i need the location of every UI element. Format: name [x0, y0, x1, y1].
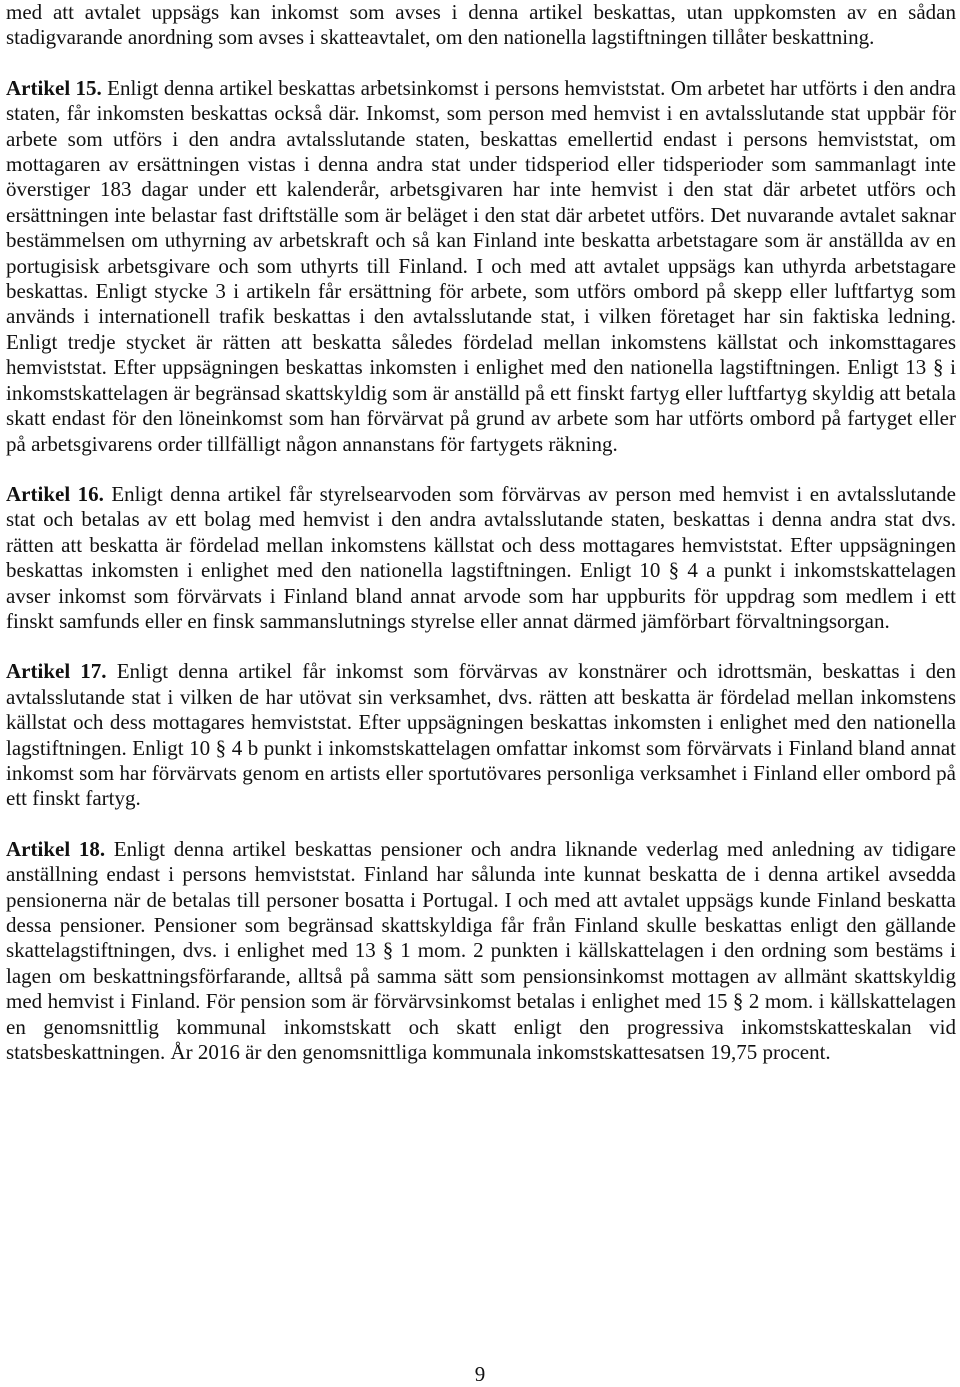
paragraph-artikel-17 [6, 659, 956, 811]
paragraph-artikel-15 [6, 76, 956, 457]
paragraph-body: Enligt denna artikel beskattas pensioner och andra liknande vederlag med anledning av tidigare anställning endast i persons hemviststat. Finland har sålunda inte kunnat beskatta de i denna artikel avsedda pensionerna när de betalas till personer bosatta i Portugal. I och med att avtalet uppsägs kunde Finland beskatta dessa pensioner. Pensioner som begränsad skattskyldiga får från Finland skulle beskattas enligt den gällande skattelagstiftningen, dvs. i enlighet med 13 § 1 mom. 2 punkten i källskattelagen i den ordning som bestäms i lagen om beskattningsförfarande, alltså på samma sätt som pensionsinkomst mottagen av allmänt skattskyldig med hemvist i Finland. För pension som är förvärvsinkomst betalas i enlighet med 15 § 2 mom. i källskattelagen en genomsnittlig kommunal inkomstskatt och skatt enligt den progressiva inkomstskatteskalan vid statsbeskattningen. År 2016 är den genomsnittliga kommunala inkomstskattesatsen 19,75 procent. [6, 836, 956, 1065]
page-number: 9 [474, 1362, 486, 1386]
paragraph-body: med att avtalet uppsägs kan inkomst som avses i denna artikel beskattas, utan uppkomsten av en sådan stadigvarande anordning som avses i skatteavtalet, om den nationella lagstiftningen tillåter beskattning. [6, 0, 956, 50]
article-heading: Artikel 18. [6, 836, 106, 861]
paragraph-body: Enligt denna artikel får styrelsearvoden som förvärvas av person med hemvist i en avtalsslutande stat och betalas av ett bolag med hemvist i den andra avtalsslutande staten, beskattas i denna andra stat dvs. rätten att beskatta är fördelad mellan inkomstens källstat och dess mottagares hemviststat. Efter uppsägningen beskattas inkomsten i enlighet med den nationella lagstiftningen. Enligt 10 § 4 a punkt i inkomstskattelagen avser inkomst som förvärvats i Finland bland annat arvode som har uppburits för uppdrag som medlem i ett finskt samfunds eller en finsk sammanslutnings styrelse eller annat därmed jämförbart förvaltningsorgan. [6, 481, 956, 633]
paragraph-continuation [6, 0, 956, 51]
paragraph-body: Enligt denna artikel får inkomst som förvärvas av konstnärer och idrottsmän, beskattas i den avtalsslutande stat i vilken de har utövat sin verksamhet, dvs. rätten att beskatta är fördelad mellan inkomstens källstat och dess mottagares hemviststat. Efter uppsägningen beskattas inkomsten i enlighet med den nationella lagstiftningen. Enligt 10 § 4 b punkt i inkomstskattelagen omfattar inkomst som förvärvats i Finland bland annat inkomst som har förvärvats genom en artists eller sportutövares personliga verksamhet i Finland eller ombord på ett finskt fartyg. [6, 659, 956, 811]
paragraph-body: Enligt denna artikel beskattas arbetsinkomst i persons hemviststat. Om arbetet har utförts i den andra staten, får inkomsten beskattas också där. Inkomst, som person med hemvist i en avtalsslutande stat uppbär för arbete som utförs i den andra avtalsslutande staten, beskattas emellertid endast i persons hemviststat, om mottagaren av ersättningen vistas i denna andra stat under tidsperiod eller tidsperioder som sammanlagt inte överstiger 183 dagar under ett kalenderår, arbetsgivaren har inte hemvist i den stat där arbetet utförs och ersättningen inte belastar fast driftställe som är beläget i den stat där arbetet utförs. Det nuvarande avtalet saknar bestämmelsen om uthyrning av arbetskraft och så kan Finland inte beskatta arbetstagare som är anställda av en portugisisk arbetsgivare och som uthyrts till Finland. I och med att avtalet uppsägs kan uthyrda arbetstagare beskattas. Enligt stycke 3 i artikeln får ersättning för arbete, som utförs ombord på skepp eller luftfartyg som används i internationell trafik beskattas i den avtalsslutande stat, i vilken företaget har sin faktiska ledning. Enligt tredje stycket är rätten att beskatta således fördelad mellan inkomstens källstat och inkomsttagares hemviststat. Efter uppsägningen beskattas inkomsten i enlighet med den nationella lagstiftningen. Enligt 13 § i inkomstskattelagen är begränsad skattskyldig som är anställd på ett finskt fartyg eller luftfartyg skyldig att betala skatt endast för den löneinkomst som han förvärvat på grund av arbete som har utförts ombord på fartyget eller på arbetsgivarens order tillfälligt någon annanstans för fartygets räkning. [6, 75, 956, 456]
article-heading: Artikel 17. [6, 659, 107, 684]
paragraph-artikel-16 [6, 482, 956, 634]
article-heading: Artikel 15. [6, 75, 102, 100]
article-heading: Artikel 16. [6, 481, 104, 506]
paragraph-artikel-18 [6, 837, 956, 1066]
